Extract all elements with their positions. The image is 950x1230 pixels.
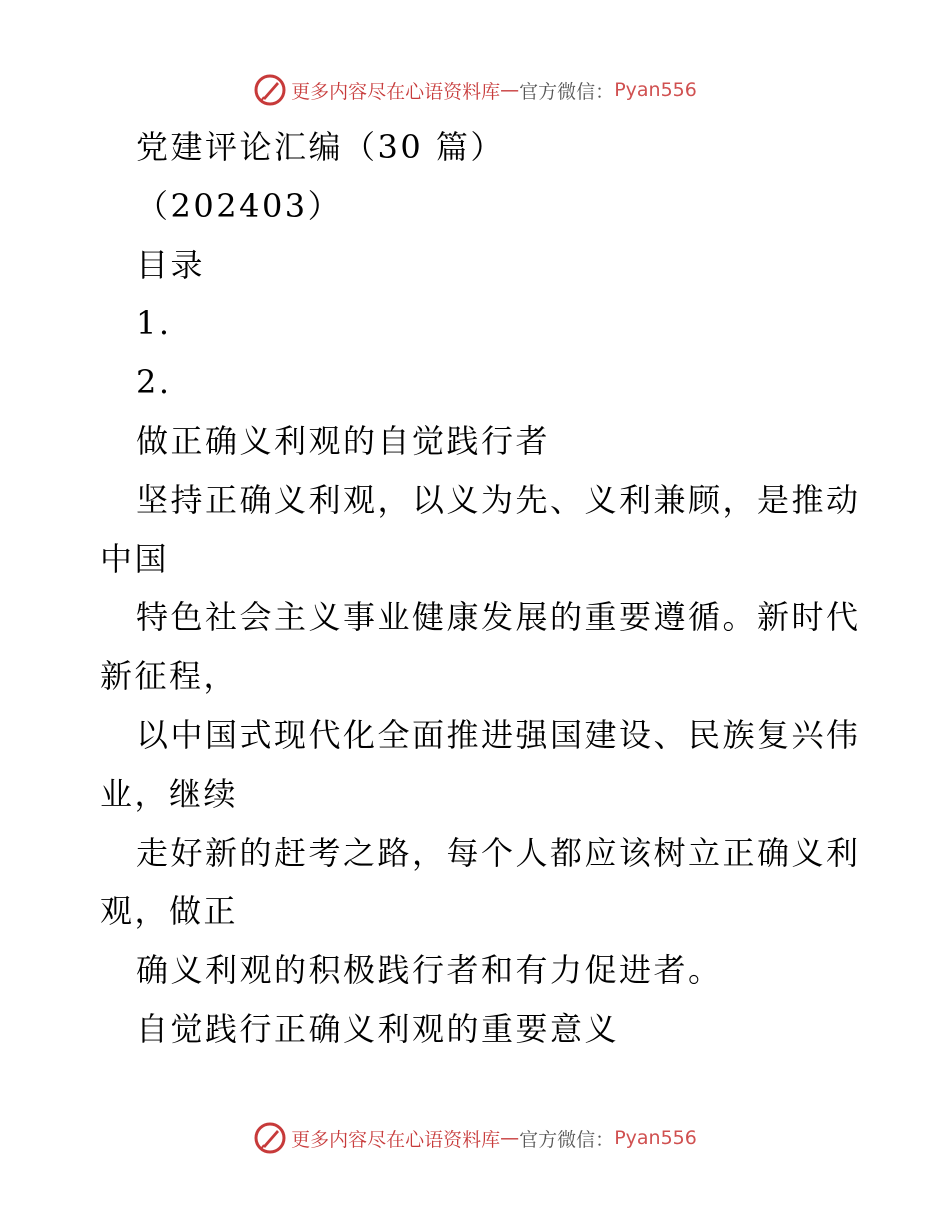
banner-handle: Pyan556 (614, 1127, 697, 1149)
quill-logo-icon (253, 1121, 287, 1155)
text-line: 特色社会主义事业健康发展的重要遵循。新时代 (136, 598, 861, 637)
text-line: 业，继续 (100, 774, 239, 813)
text-line: 确义利观的积极践行者和有力促进者。 (136, 951, 723, 990)
text-line: 新征程， (100, 657, 239, 696)
text-line: 2. (136, 363, 172, 402)
banner-dash: — (500, 1127, 520, 1149)
text-line: 以中国式现代化全面推进强国建设、民族复兴伟 (136, 715, 861, 754)
banner-wechat-label: 官方微信： (519, 1128, 615, 1151)
header-banner (0, 70, 950, 110)
text-line: （202403） (136, 186, 343, 225)
text-line: 中国 (100, 539, 170, 578)
banner-wechat-label: 官方微信： (519, 80, 615, 103)
banner-dash: — (500, 79, 520, 101)
text-line: 做正确义利观的自觉践行者 (136, 421, 551, 460)
footer-banner (0, 1118, 950, 1158)
banner-handle: Pyan556 (614, 79, 697, 101)
quill-logo-icon (253, 73, 287, 107)
text-line: 党建评论汇编（30 篇） (136, 128, 505, 166)
banner-text: 更多内容尽在心语资料库 (291, 1128, 501, 1151)
document-body (100, 118, 860, 1059)
text-line: 目录 (136, 245, 206, 284)
text-line: 观，做正 (100, 892, 239, 931)
text-line: 坚持正确义利观，以义为先、义利兼顾，是推动 (136, 480, 861, 519)
text-line: 1. (136, 304, 172, 343)
banner-text: 更多内容尽在心语资料库 (291, 80, 501, 103)
text-line: 自觉践行正确义利观的重要意义 (136, 1009, 620, 1048)
text-line: 走好新的赶考之路，每个人都应该树立正确义利 (136, 833, 861, 872)
